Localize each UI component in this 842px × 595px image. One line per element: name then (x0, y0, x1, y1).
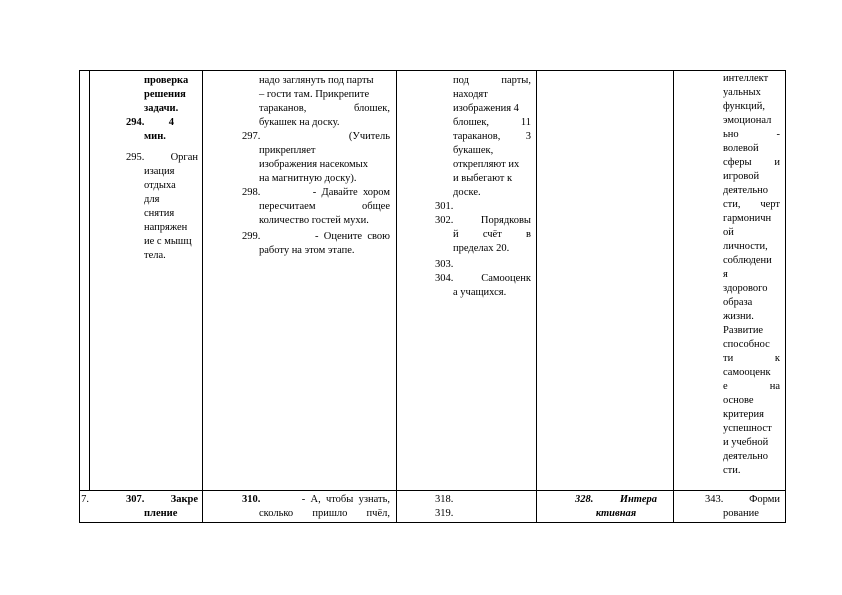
results-line: самооценк (723, 367, 771, 378)
item-302-text: й счёт в пределах 20. (453, 229, 531, 254)
item-301: 301. (435, 201, 454, 212)
col-border-1 (89, 70, 90, 490)
col-border-6 (785, 70, 786, 523)
students-intro: под парты, находят изображения 4 блошек, 11 тараканов, 3 букашек, открепляют их и выбегают к доске. (453, 75, 531, 198)
result-343-text: рование (723, 508, 759, 519)
item-299-text: работу на этом этапе. (259, 245, 355, 256)
item-299: 299. - Оцените свою (242, 231, 390, 242)
results-line: я (723, 269, 728, 280)
results-line: игровой (723, 171, 760, 182)
results-line: соблюдени (723, 255, 772, 266)
results-line: ьно - (723, 129, 780, 140)
results-line: деятельно (723, 185, 768, 196)
form-328-text: ктивная (595, 508, 637, 519)
item-294: 294. 4 (126, 117, 174, 128)
item-297-text: прикрепляет изображения насекомых на магнитную доску). (259, 145, 368, 184)
teacher-intro: надо заглянуть под парты – гости там. Прикрепите тараканов, блошек, букашек на доску. (259, 75, 390, 128)
results-line: ой (723, 227, 734, 238)
col-border-2 (202, 70, 203, 523)
stage-307: 307. Закре (126, 494, 198, 505)
results-text (723, 72, 780, 478)
teacher-310-text: сколько пришло пчёл, (259, 508, 390, 519)
results-line: здорового (723, 283, 768, 294)
results-line: гармоничн (723, 213, 772, 224)
col-border-5 (673, 70, 674, 523)
results-line: сферы и (723, 157, 780, 168)
results-line: интеллект (723, 73, 769, 84)
table-top-border (79, 70, 786, 71)
results-line: волевой (723, 143, 759, 154)
stage-line: задачи. (144, 103, 179, 114)
results-line: функций, (723, 101, 765, 112)
results-line: уальных (723, 87, 761, 98)
results-line: деятельно (723, 451, 768, 462)
results-line: Развитие (723, 325, 764, 336)
stage-307-text: пление (144, 508, 178, 519)
students-row2: 318. 319. (435, 494, 454, 519)
results-line: способнос (723, 339, 770, 350)
results-line: сти, черт (723, 199, 780, 210)
item-297: 297. (Учитель (242, 131, 390, 142)
item-295-text: изация отдыха для снятия напряжен ие с мышц тела. (144, 166, 192, 261)
col-border-3 (396, 70, 397, 523)
stage-line: решения (144, 89, 186, 100)
results-line: ти к (723, 353, 780, 364)
results-line: критерия (723, 409, 764, 420)
item-302: 302. Порядковы (435, 215, 531, 226)
results-line: образа (723, 297, 753, 308)
teacher-310: 310. - А, чтобы узнать, (242, 494, 390, 505)
item-304: 304. Самооценк (435, 273, 531, 284)
row-number: 7. (81, 494, 89, 505)
results-line: и учебной (723, 437, 769, 448)
form-328: 328. Интера (575, 494, 657, 505)
item-303: 303. (435, 259, 454, 270)
results-line: личности, (723, 241, 768, 252)
results-line: жизни. (723, 311, 754, 322)
item-304-text: а учащихся. (453, 287, 507, 298)
item-298-text: пересчитаем общее количество гостей мухи. (259, 201, 390, 226)
item-295: 295. Орган (126, 152, 198, 163)
results-line: сти. (723, 465, 741, 476)
results-line: успешност (723, 423, 772, 434)
col-border-4 (536, 70, 537, 523)
results-line: основе (723, 395, 754, 406)
table-bottom-border (79, 522, 786, 523)
stage-line: проверка (144, 75, 189, 86)
col-border-0 (79, 70, 80, 523)
row-divider (79, 490, 786, 491)
results-line: е на (723, 381, 780, 392)
results-line: эмоционал (723, 115, 772, 126)
stage-cell (144, 74, 199, 116)
item-298: 298. - Давайте хором (242, 187, 390, 198)
item-294-time: мин. (144, 131, 166, 142)
result-343: 343. Форми (705, 494, 780, 505)
